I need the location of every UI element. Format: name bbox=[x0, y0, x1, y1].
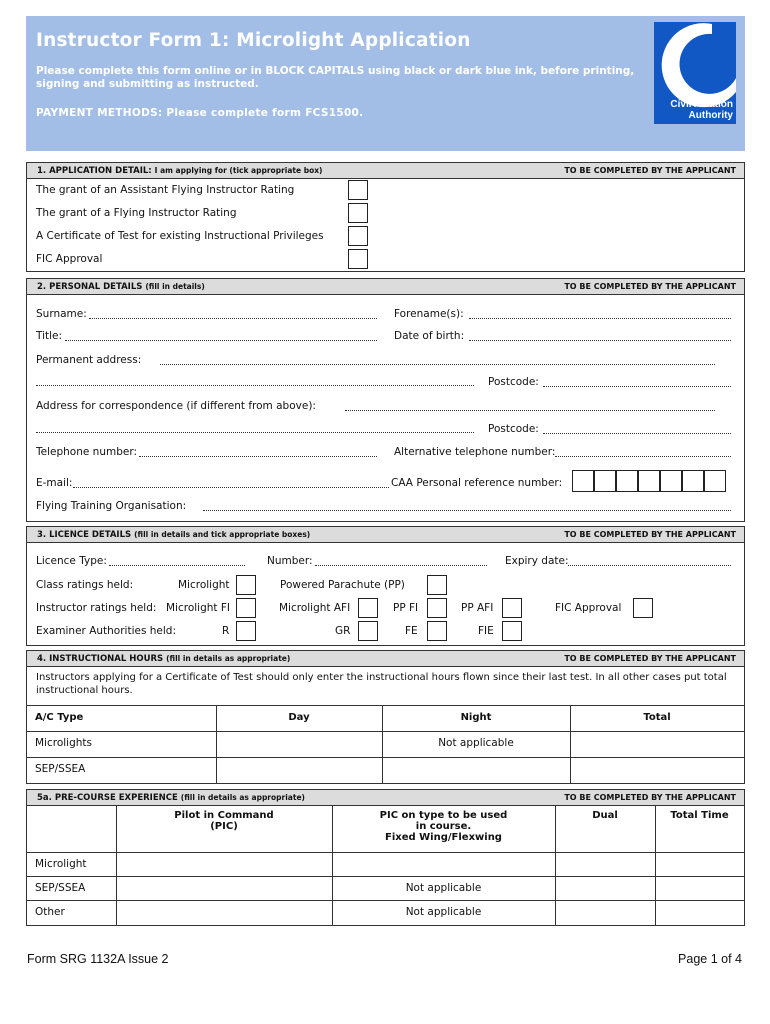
col-pic-type-line-3: Fixed Wing/Flexwing bbox=[385, 832, 502, 843]
title-field[interactable] bbox=[65, 331, 377, 341]
caa-ref-digit[interactable] bbox=[704, 470, 726, 492]
section-title: 4. INSTRUCTIONAL HOURS bbox=[37, 654, 164, 664]
row-type: SEP/SSEA bbox=[35, 882, 86, 894]
col-dual: Dual bbox=[592, 810, 618, 821]
forename-label: Forename(s): bbox=[394, 308, 464, 320]
alt-telephone-field[interactable] bbox=[555, 447, 731, 457]
section-header bbox=[27, 163, 744, 179]
completion-note: TO BE COMPLETED BY THE APPLICANT bbox=[564, 166, 736, 175]
pp-fi-label: PP FI bbox=[393, 602, 419, 614]
instructor-ratings-label: Instructor ratings held: bbox=[36, 602, 157, 614]
correspondence-address-field-line-2[interactable] bbox=[36, 423, 474, 433]
email-field[interactable] bbox=[73, 478, 389, 488]
microlight-fi-label: Microlight FI bbox=[166, 602, 231, 614]
telephone-label: Telephone number: bbox=[36, 446, 137, 458]
section-subtitle: (fill in details as appropriate) bbox=[166, 654, 291, 663]
row-type: Other bbox=[35, 906, 65, 918]
examiner-fe-label: FE bbox=[405, 625, 418, 637]
section-title: 1. APPLICATION DETAIL: bbox=[37, 166, 152, 176]
surname-label: Surname: bbox=[36, 308, 87, 320]
option-fi-label: The grant of a Flying Instructor Rating bbox=[36, 207, 237, 219]
option-afi-label: The grant of an Assistant Flying Instructor Rating bbox=[36, 184, 295, 196]
completion-note: TO BE COMPLETED BY THE APPLICANT bbox=[564, 654, 736, 663]
logo-text-line-1: Civil Aviation bbox=[670, 99, 733, 110]
caa-ref-digit[interactable] bbox=[572, 470, 594, 492]
powered-parachute-label: Powered Parachute (PP) bbox=[280, 579, 405, 591]
caa-ref-digit[interactable] bbox=[682, 470, 704, 492]
alt-telephone-label: Alternative telephone number: bbox=[394, 446, 556, 458]
caa-ref-digit[interactable] bbox=[594, 470, 616, 492]
pp-afi-label: PP AFI bbox=[461, 602, 494, 614]
permanent-address-field-line-1[interactable] bbox=[160, 355, 715, 365]
row-pic-type: Not applicable bbox=[405, 906, 482, 918]
completion-note: TO BE COMPLETED BY THE APPLICANT bbox=[564, 282, 736, 291]
col-pic-line-1: Pilot in Command bbox=[174, 810, 274, 821]
col-total: Total bbox=[643, 712, 671, 723]
section-instructional-hours bbox=[26, 650, 745, 784]
expiry-date-field[interactable] bbox=[568, 556, 731, 566]
fic-approval-label: FIC Approval bbox=[555, 602, 622, 614]
section-subtitle: (fill in details and tick appropriate boxes) bbox=[134, 530, 311, 539]
col-night: Night bbox=[460, 712, 492, 723]
dob-field[interactable] bbox=[469, 331, 731, 341]
microlight-class-checkbox[interactable] bbox=[236, 575, 256, 595]
pp-fi-checkbox[interactable] bbox=[427, 598, 447, 618]
title-label: Title: bbox=[36, 330, 63, 342]
logo-text-line-2: Authority bbox=[688, 110, 733, 121]
fto-field[interactable] bbox=[203, 501, 731, 511]
section-header bbox=[27, 279, 744, 295]
class-ratings-label: Class ratings held: bbox=[36, 579, 134, 591]
permanent-address-field-line-2[interactable] bbox=[36, 376, 474, 386]
examiner-gr-label: GR bbox=[335, 625, 351, 637]
fic-approval-checkbox[interactable] bbox=[633, 598, 653, 618]
caa-ref-label: CAA Personal reference number: bbox=[391, 477, 563, 489]
examiner-fie-label: FIE bbox=[478, 625, 494, 637]
section-title: 3. LICENCE DETAILS bbox=[37, 530, 132, 540]
row-type: Microlight bbox=[35, 858, 87, 870]
licence-number-label: Number: bbox=[267, 555, 313, 567]
powered-parachute-checkbox[interactable] bbox=[427, 575, 447, 595]
section-title: 5a. PRE-COURSE EXPERIENCE bbox=[37, 793, 178, 803]
section-application-detail bbox=[26, 162, 745, 272]
correspondence-address-field-line-1[interactable] bbox=[345, 401, 715, 411]
option-cot-checkbox[interactable] bbox=[348, 226, 368, 246]
form-header bbox=[26, 16, 745, 151]
correspondence-postcode-field[interactable] bbox=[543, 424, 731, 434]
form-instructions: Please complete this form online or in BLOCK CAPITALS using black or dark blue ink, before printing, signing and submitting as instructed. bbox=[36, 65, 635, 90]
col-ac-type: A/C Type bbox=[35, 712, 84, 723]
examiner-gr-checkbox[interactable] bbox=[358, 621, 378, 641]
fto-label: Flying Training Organisation: bbox=[36, 500, 187, 512]
payment-methods: PAYMENT METHODS: Please complete form FCS1500. bbox=[36, 107, 364, 119]
col-pic-type-line-1: PIC on type to be used bbox=[379, 810, 508, 821]
postcode-label: Postcode: bbox=[488, 376, 539, 388]
page-number: Page 1 of 4 bbox=[678, 952, 742, 966]
licence-type-label: Licence Type: bbox=[36, 555, 107, 567]
telephone-field[interactable] bbox=[139, 447, 377, 457]
row-night: Not applicable bbox=[438, 737, 514, 749]
licence-type-field[interactable] bbox=[109, 556, 245, 566]
pp-afi-checkbox[interactable] bbox=[502, 598, 522, 618]
correspondence-address-label: Address for correspondence (if different from above): bbox=[36, 400, 316, 412]
completion-note: TO BE COMPLETED BY THE APPLICANT bbox=[564, 530, 736, 539]
licence-number-field[interactable] bbox=[315, 556, 487, 566]
dob-label: Date of birth: bbox=[394, 330, 465, 342]
postcode-field[interactable] bbox=[543, 377, 731, 387]
section-header bbox=[27, 790, 744, 806]
col-pic-type-line-2: in course. bbox=[415, 821, 472, 832]
examiner-authorities-label: Examiner Authorities held: bbox=[36, 625, 177, 637]
section-pre-course-experience bbox=[26, 789, 745, 926]
option-cot-label: A Certificate of Test for existing Instructional Privileges bbox=[36, 230, 324, 242]
section-personal-details bbox=[26, 278, 745, 522]
section-header bbox=[27, 527, 744, 543]
surname-field[interactable] bbox=[89, 309, 377, 319]
email-label: E-mail: bbox=[36, 477, 73, 489]
caa-logo bbox=[654, 22, 736, 124]
section-title: 2. PERSONAL DETAILS bbox=[37, 282, 143, 292]
caa-ref-digit[interactable] bbox=[638, 470, 660, 492]
col-total-time: Total Time bbox=[670, 810, 729, 821]
correspondence-postcode-label: Postcode: bbox=[488, 423, 539, 435]
col-pic-line-2: (PIC) bbox=[210, 821, 238, 832]
section-subtitle: I am applying for (tick appropriate box) bbox=[154, 166, 323, 175]
permanent-address-label: Permanent address: bbox=[36, 354, 142, 366]
caa-ref-digit[interactable] bbox=[616, 470, 638, 492]
option-fic-checkbox[interactable] bbox=[348, 249, 368, 269]
forename-field[interactable] bbox=[469, 309, 731, 319]
expiry-date-label: Expiry date: bbox=[505, 555, 569, 567]
caa-ref-digit[interactable] bbox=[660, 470, 682, 492]
col-day: Day bbox=[288, 712, 310, 723]
completion-note: TO BE COMPLETED BY THE APPLICANT bbox=[564, 793, 736, 802]
row-type: Microlights bbox=[35, 737, 93, 749]
examiner-r-label: R bbox=[222, 625, 230, 637]
section-licence-details bbox=[26, 526, 745, 646]
option-afi-checkbox[interactable] bbox=[348, 180, 368, 200]
examiner-fie-checkbox[interactable] bbox=[502, 621, 522, 641]
option-fic-label: FIC Approval bbox=[36, 253, 103, 265]
hours-note: Instructors applying for a Certificate of Test should only enter the instructional hours flown since their last test. In all other cases put total instructional hours. bbox=[36, 672, 727, 696]
section-header bbox=[27, 651, 744, 667]
form-id: Form SRG 1132A Issue 2 bbox=[27, 952, 169, 966]
microlight-afi-label: Microlight AFI bbox=[279, 602, 351, 614]
microlight-class-label: Microlight bbox=[178, 579, 230, 591]
microlight-afi-checkbox[interactable] bbox=[358, 598, 378, 618]
section-subtitle: (fill in details as appropriate) bbox=[180, 793, 305, 802]
section-subtitle: (fill in details) bbox=[145, 282, 205, 291]
form-title: Instructor Form 1: Microlight Application bbox=[36, 30, 471, 51]
examiner-fe-checkbox[interactable] bbox=[427, 621, 447, 641]
examiner-r-checkbox[interactable] bbox=[236, 621, 256, 641]
row-type: SEP/SSEA bbox=[35, 763, 86, 775]
microlight-fi-checkbox[interactable] bbox=[236, 598, 256, 618]
row-pic-type: Not applicable bbox=[405, 882, 482, 894]
option-fi-checkbox[interactable] bbox=[348, 203, 368, 223]
